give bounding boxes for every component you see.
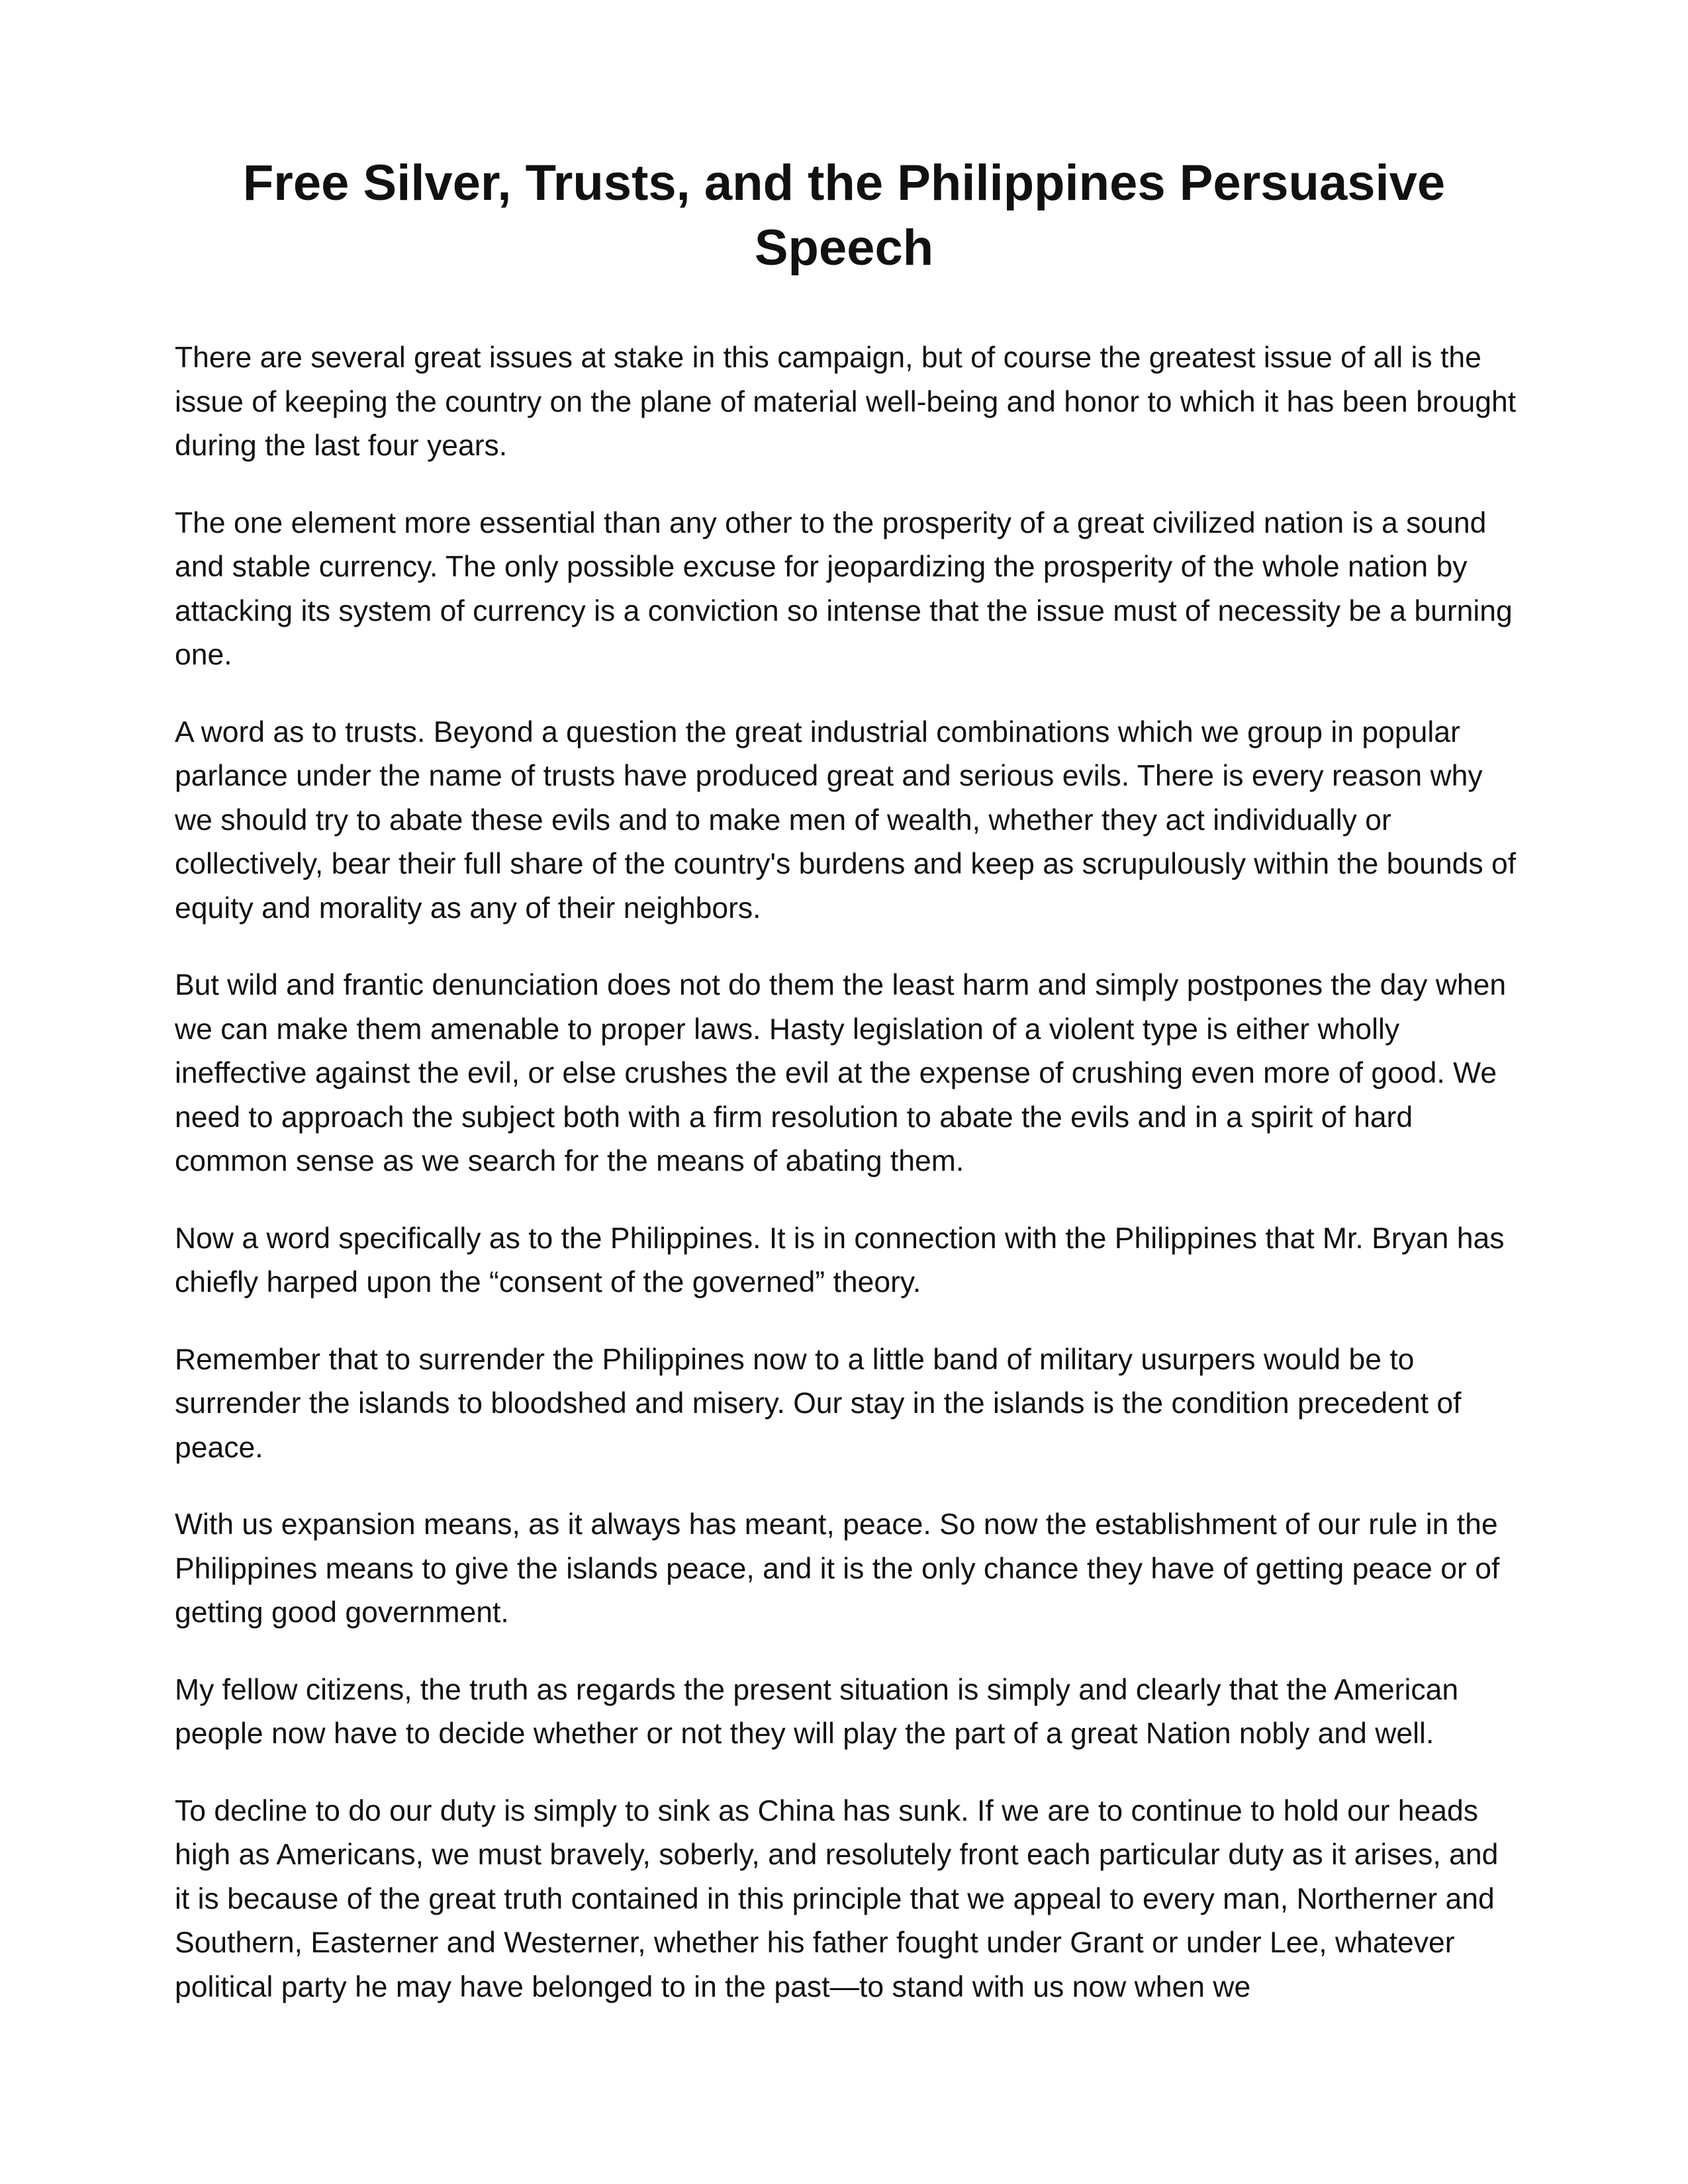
paragraph-5: Now a word specifically as to the Philippines. It is in connection with the Philippines that Mr. Bryan has chiefly harped upon the “consent of the governed” theory. bbox=[175, 1222, 1505, 1298]
paragraph-1: There are several great issues at stake in this campaign, but of course the greatest issue of all is the issue of keeping the country on the plane of material well-being and honor to which it has been brought during the last four years. bbox=[175, 341, 1517, 462]
paragraph-3: A word as to trusts. Beyond a question the great industrial combinations which we group in popular parlance under the name of trusts have produced great and serious evils. There is every reason why we should try to abate these evils and to make men of wealth, whether they act individually or collectively, bear their full share of the country's burdens and keep as scrupulously within the bounds of equity and morality as any of their neighbors. bbox=[175, 715, 1517, 925]
paragraph-8: My fellow citizens, the truth as regards the present situation is simply and clearly that the American people now have to decide whether or not they will play the part of a great Nation nobly and well. bbox=[175, 1673, 1459, 1750]
paragraph-4: But wild and frantic denunciation does not do them the least harm and simply postpones the day when we can make them amenable to proper laws. Hasty legislation of a violent type is either wholly ineffective against the evil, or else crushes the evil at the expense of crushing even more of good. We need to approach the subject both with a firm resolution to abate the evils and in a spirit of hard common sense as we search for the means of abating them. bbox=[175, 969, 1507, 1177]
paragraph-7: With us expansion means, as it always has meant, peace. So now the establishment of our rule in the Philippines means to give the islands peace, and it is the only chance they have of getting peace or of getting good government. bbox=[175, 1508, 1500, 1629]
document-body bbox=[175, 336, 1519, 2042]
paragraph-6: Remember that to surrender the Philippines now to a little band of military usurpers would be to surrender the islands to bloodshed and misery. Our stay in the islands is the condition precedent of peace. bbox=[175, 1343, 1462, 1464]
paragraph-2: The one element more essential than any other to the prosperity of a great civilized nation is a sound and stable currency. The only possible excuse for jeopardizing the prosperity of the whole nation by attacking its system of currency is a conviction so intense that the issue must of necessity be a burning one. bbox=[175, 506, 1513, 671]
paragraph-9: To decline to do our duty is simply to sink as China has sunk. If we are to continue to hold our heads high as Americans, we must bravely, soberly, and resolutely front each particular duty as it arises, and it is because of the great truth contained in this principle that we appeal to every man, Northerner and Southern, Easterner and Westerner, whether his father fought under Grant or under Lee, whatever political party he may have belonged to in the past—to stand with us now when we bbox=[175, 1794, 1499, 2003]
document-title: Free Silver, Trusts, and the Philippines Persuasive Speech bbox=[242, 155, 1446, 276]
